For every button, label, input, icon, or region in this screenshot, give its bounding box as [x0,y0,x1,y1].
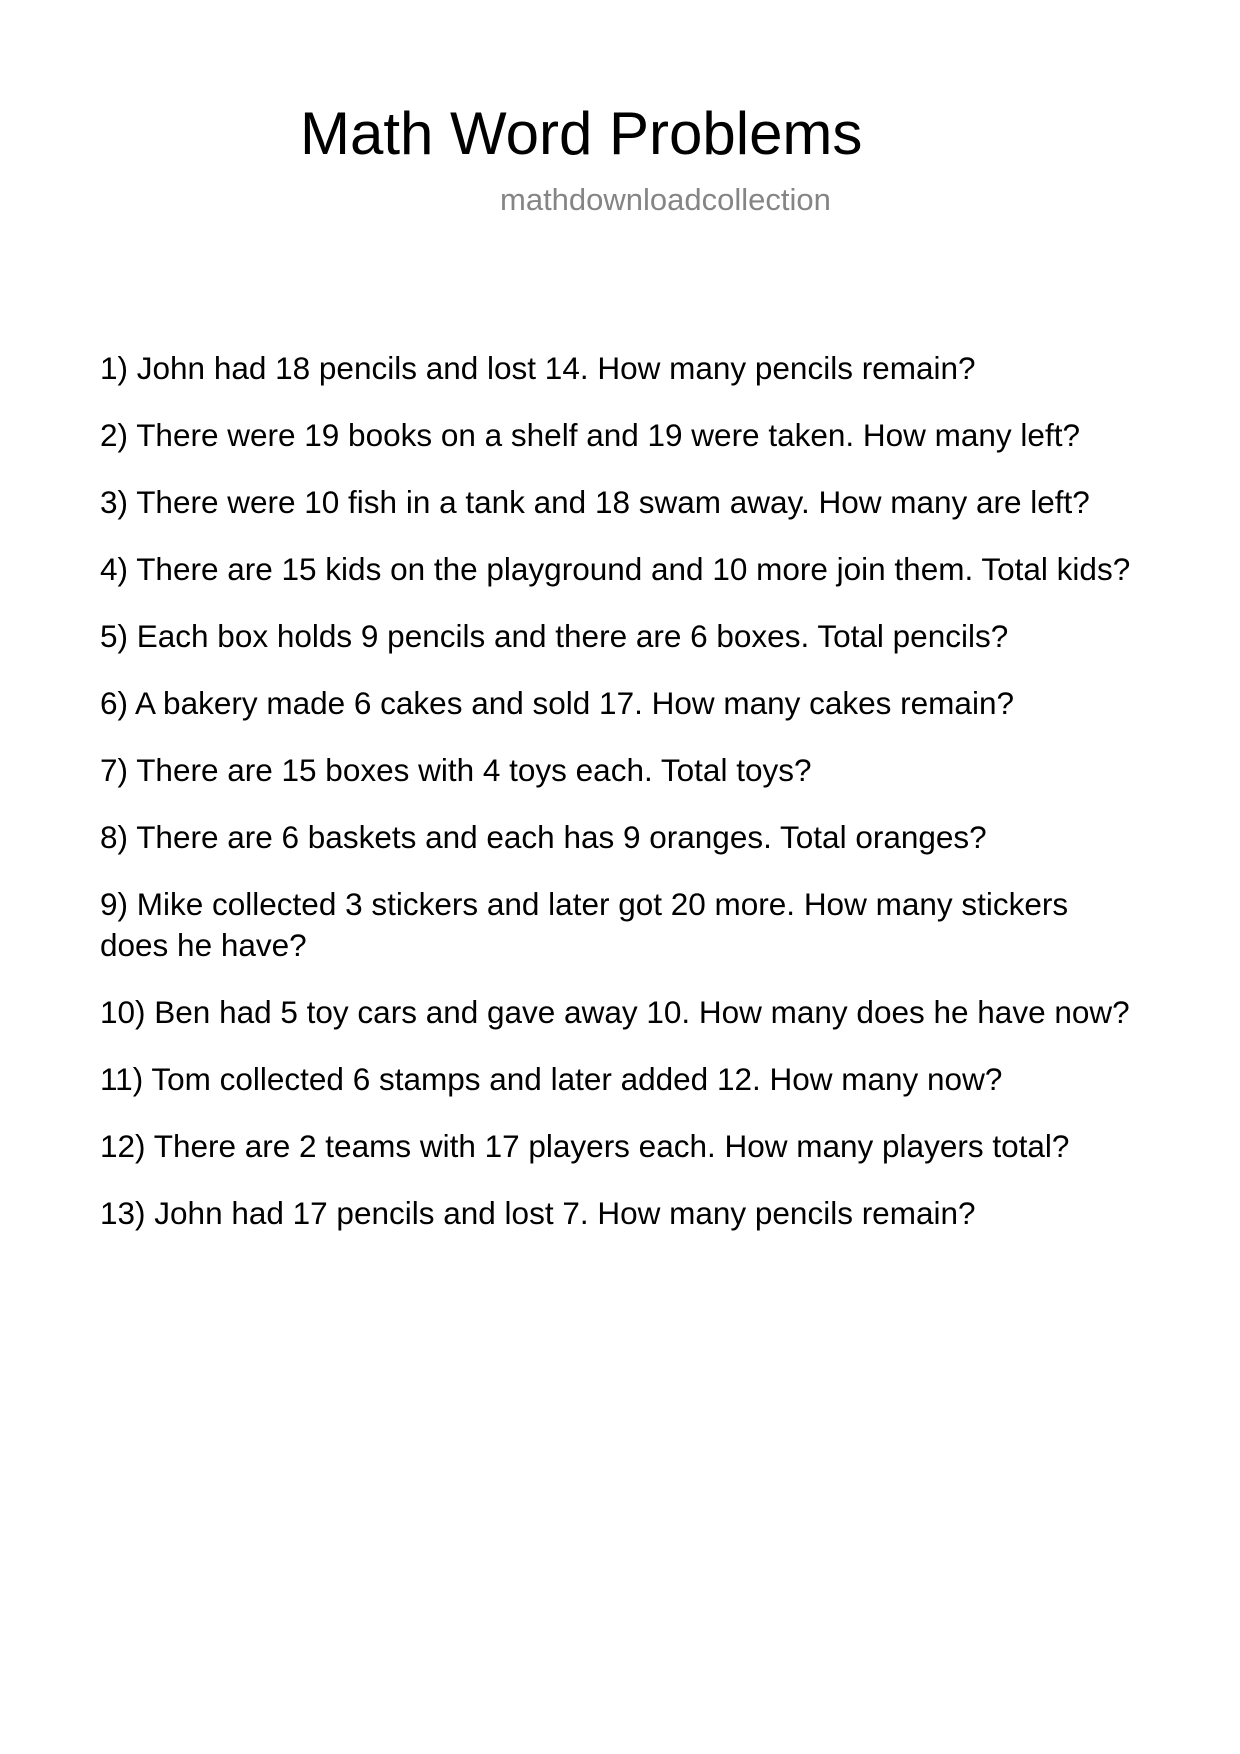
problem-item: 2) There were 19 books on a shelf and 19 were taken. How many left? [100,417,1080,453]
problem-item: 13) John had 17 pencils and lost 7. How many pencils remain? [100,1195,976,1231]
page-title: Math Word Problems [300,100,863,167]
problem-item: 8) There are 6 baskets and each has 9 oranges. Total oranges? [100,819,987,855]
problem-item: 9) Mike collected 3 stickers and later got 20 more. How many stickers does he have? [100,886,1069,963]
problem-item: 10) Ben had 5 toy cars and gave away 10. How many does he have now? [100,994,1130,1030]
problem-item: 3) There were 10 fish in a tank and 18 swam away. How many are left? [100,484,1090,520]
problem-item: 5) Each box holds 9 pencils and there are 6 boxes. Total pencils? [100,618,1009,654]
problem-item: 1) John had 18 pencils and lost 14. How many pencils remain? [100,350,976,386]
page-subtitle: mathdownloadcollection [500,182,831,217]
problem-item: 12) There are 2 teams with 17 players each. How many players total? [100,1128,1070,1164]
problem-list [100,348,1140,1260]
problem-item: 4) There are 15 kids on the playground and 10 more join them. Total kids? [100,551,1131,587]
problem-item: 7) There are 15 boxes with 4 toys each. Total toys? [100,752,812,788]
problem-item: 11) Tom collected 6 stamps and later added 12. How many now? [100,1061,1003,1097]
problem-item: 6) A bakery made 6 cakes and sold 17. How many cakes remain? [100,685,1014,721]
